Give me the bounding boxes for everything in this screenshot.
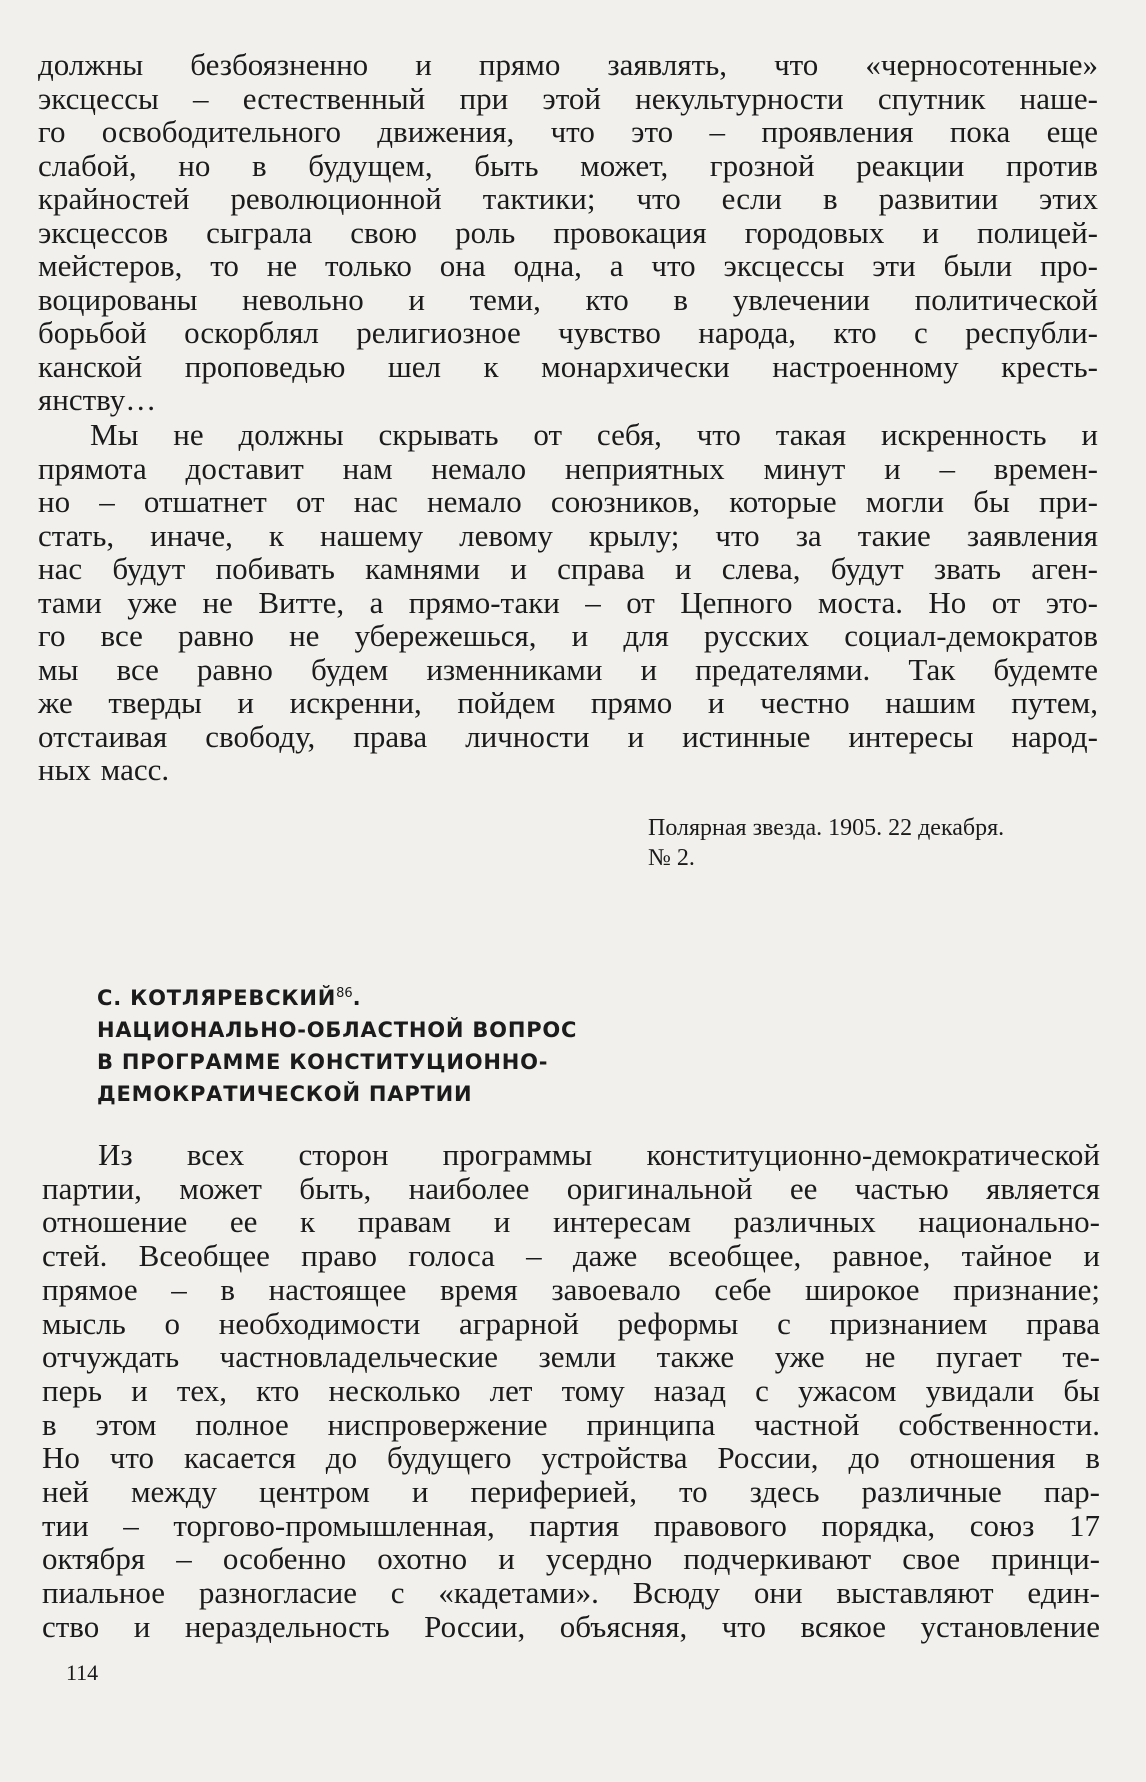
text-line: мысль о необходимости аграрной реформы с признанием права [42,1305,1100,1341]
author-suffix: . [352,986,362,1010]
text-line: эксцессы – естественный при этой некультурности спутник наше- [38,80,1098,116]
text-line: тии – торгово-промышленная, партия правового порядка, союз 17 [42,1507,1100,1543]
text-line: ней между центром и периферией, то здесь различные пар- [42,1474,1100,1510]
title-line: В ПРОГРАММЕ КОНСТИТУЦИОННО- [97,1050,549,1074]
author-line [97,978,577,1014]
author-name: С. КОТЛЯРЕВСКИЙ [97,986,337,1010]
text-line: пиальное разногласие с «кадетами». Всюду они выставляют един- [42,1575,1100,1611]
text-line: Но что касается до будущего устройства России, до отношения в [42,1440,1100,1476]
text-line: крайностей революционной тактики; что если в развитии этих [38,181,1098,216]
text-line: партии, может быть, наиболее оригинальной ее частью является [42,1170,1100,1206]
text-line: перь и тех, кто несколько лет тому назад с ужасом увидали бы [42,1372,1100,1408]
text-line: отношение ее к правам и интересам различных национально- [42,1204,1100,1240]
title-line: ДЕМОКРАТИЧЕСКОЙ ПАРТИИ [97,1082,473,1106]
text-line: го все равно не убережешься, и для русских социал-демократов [38,618,1098,653]
text-line: же тверды и искренни, пойдем прямо и честно нашим путем, [38,685,1098,720]
text-line: должны безбоязненно и прямо заявлять, что «черносотенные» [38,47,1098,82]
article-body [42,1138,1100,1644]
article-heading [97,978,577,1110]
source-issue: № 2. [648,845,695,871]
text-line: го освободительного движения, что это – проявления пока еще [38,114,1098,149]
text-line: Из всех сторон программы конституционно-демократической [98,1137,1100,1172]
text-line: Мы не должны скрывать от себя, что такая искренность и [90,417,1098,452]
title-line: НАЦИОНАЛЬНО-ОБЛАСТНОЙ ВОПРОС [97,1018,578,1042]
source-line: Полярная звезда. 1905. 22 декабря. [648,815,1005,841]
paragraph-continuation [38,48,1098,417]
text-line: в этом полное ниспровержение принципа частной собственности. [42,1406,1100,1442]
text-line: ство и нераздельность России, объясняя, что всякое установление [42,1608,1100,1644]
text-line: мы все равно будем изменниками и предателями. Так будемте [38,651,1098,687]
text-line: янству… [38,382,157,417]
text-line: прямое – в настоящее время завоевало себе широкое признание; [42,1271,1100,1307]
source-citation [648,813,1098,873]
text-line: борьбой оскорблял религиозное чувство народа, кто с республи- [38,315,1098,350]
text-line: мейстеров, то не только она одна, а что эксцессы эти были про- [38,248,1098,283]
text-line: воцированы невольно и теми, кто в увлечении политической [38,281,1098,317]
text-line: эксцессов сыграла свою роль провокация городовых и полицей- [38,214,1098,250]
text-line: нас будут побивать камнями и справа и слева, будут звать аген- [38,551,1098,586]
text-line: стать, иначе, к нашему левому крылу; что за такие заявления [38,517,1098,553]
text-line: октября – особенно охотно и усердно подчеркивают свое принци- [42,1541,1100,1577]
text-line: канской проповедью шел к монархически настроенному кресть- [38,348,1098,384]
text-line: ных масс. [38,752,170,787]
text-line: но – отшатнет от нас немало союзников, которые могли бы при- [38,484,1098,519]
text-line: отстаивая свободу, права личности и истинные интересы народ- [38,718,1098,754]
text-line: стей. Всеобщее право голоса – даже всеобщее, равное, тайное и [42,1238,1100,1274]
paragraph-conclusion [38,418,1098,787]
text-line: тами уже не Витте, а прямо-таки – от Цепного моста. Но от это- [38,584,1098,620]
text-line: слабой, но в будущем, быть может, грозной реакции против [38,147,1098,183]
page-number: 114 [66,1660,99,1685]
footnote-marker: 86 [336,986,353,1001]
text-line: прямота доставит нам немало неприятных минут и – времен- [38,450,1098,486]
text-line: отчуждать частновладельческие земли также уже не пугает те- [42,1339,1100,1375]
